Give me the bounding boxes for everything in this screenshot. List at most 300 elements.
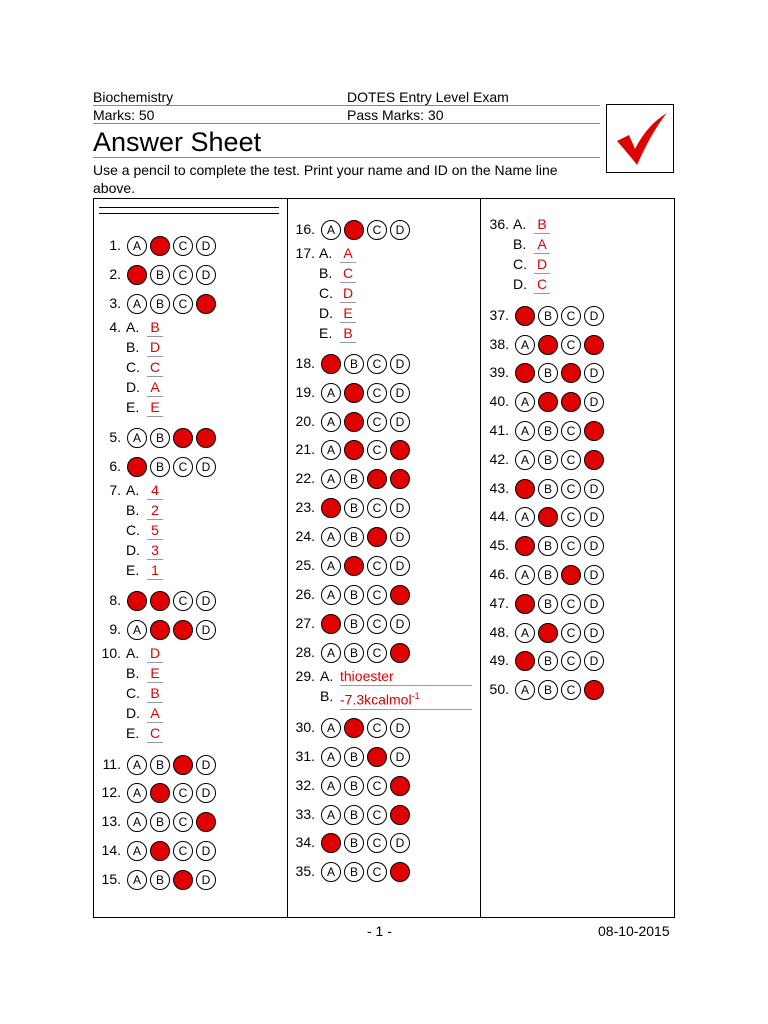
question-number (275, 243, 315, 263)
answer-bubble-a[interactable]: A (515, 335, 535, 355)
sub-item-answer[interactable]: C (147, 724, 163, 743)
question-number (275, 717, 315, 737)
answer-bubble-d[interactable]: D (390, 354, 410, 374)
answer-bubble-a[interactable]: A (515, 421, 535, 441)
answer-bubble-a[interactable]: A (515, 536, 535, 556)
question-number (81, 869, 121, 889)
answer-bubble-c[interactable]: C (367, 412, 387, 432)
sub-item-label: A. (320, 668, 334, 684)
question-number-label: 10. (101, 645, 121, 661)
answer-bubble-b[interactable]: B (344, 747, 364, 767)
answer-bubble-c[interactable]: C (561, 363, 581, 383)
answer-bubble-c[interactable]: C (367, 440, 387, 460)
question-number-label: 48. (489, 624, 509, 640)
answer-bubble-a[interactable]: A (515, 680, 535, 700)
sub-item-answer[interactable]: D (534, 255, 550, 274)
question-number (469, 650, 509, 670)
answer-bubble-d[interactable]: D (196, 755, 216, 775)
answer-bubble-b[interactable]: B (150, 870, 170, 890)
answer-bubble-a[interactable]: A (321, 747, 341, 767)
answer-bubble-a[interactable]: A (321, 556, 341, 576)
answer-bubble-b[interactable]: B (538, 450, 558, 470)
answer-bubble-b[interactable]: B (538, 421, 558, 441)
answer-bubble-a[interactable]: A (127, 755, 147, 775)
answer-bubble-c[interactable]: C (173, 265, 193, 285)
answer-bubble-d[interactable]: D (390, 412, 410, 432)
page-title: Answer Sheet (93, 127, 262, 157)
answer-bubble-c[interactable]: C (173, 457, 193, 477)
question-number-label: 28. (295, 644, 315, 660)
question-number (275, 555, 315, 575)
double-rule (99, 213, 279, 214)
sub-item-answer[interactable]: A (340, 244, 356, 263)
answer-bubble-d[interactable]: D (196, 620, 216, 640)
question-number-label: 45. (489, 537, 509, 553)
answer-bubble-d[interactable]: D (390, 643, 410, 663)
answer-bubble-a[interactable]: A (321, 354, 341, 374)
question-number-label: 6. (109, 458, 121, 474)
question-number-label: 20. (295, 413, 315, 429)
answer-bubble-a[interactable]: A (321, 643, 341, 663)
answer-bubble-b[interactable]: B (538, 306, 558, 326)
question-number (469, 535, 509, 555)
answer-bubble-b[interactable]: B (150, 428, 170, 448)
answer-bubble-b[interactable]: B (150, 265, 170, 285)
question-number (275, 861, 315, 881)
question-number (469, 391, 509, 411)
answer-bubble-d[interactable]: D (390, 556, 410, 576)
answer-bubble-d[interactable]: D (196, 428, 216, 448)
answer-bubble-c[interactable]: C (173, 428, 193, 448)
sub-item-label: E. (126, 725, 140, 741)
answer-bubble-b[interactable]: B (344, 412, 364, 432)
answer-bubble-a[interactable]: A (515, 392, 535, 412)
question-number (81, 480, 121, 500)
answer-bubble-d[interactable]: D (584, 363, 604, 383)
written-answer-text: -7.3kcalmol (340, 691, 412, 708)
question-number (275, 439, 315, 459)
question-number-label: 5. (109, 429, 121, 445)
question-number-label: 19. (295, 384, 315, 400)
question-number (275, 666, 315, 686)
answer-bubble-b[interactable]: B (150, 294, 170, 314)
answer-bubble-d[interactable]: D (390, 614, 410, 634)
sub-item-answer[interactable]: B (340, 324, 356, 343)
answer-bubble-a[interactable]: A (127, 428, 147, 448)
answer-bubble-d[interactable]: D (584, 680, 604, 700)
answer-bubble-c[interactable]: C (173, 812, 193, 832)
sub-item-answer[interactable]: D (147, 644, 163, 663)
answer-bubble-d[interactable]: D (390, 833, 410, 853)
answer-bubble-d[interactable]: D (584, 507, 604, 527)
answer-bubble-c[interactable]: C (367, 747, 387, 767)
answer-bubble-d[interactable]: D (390, 585, 410, 605)
answer-bubble-c[interactable]: C (561, 536, 581, 556)
sub-item-answer[interactable]: A (147, 704, 163, 723)
answer-bubble-b[interactable]: B (538, 651, 558, 671)
answer-bubble-c[interactable]: C (561, 306, 581, 326)
question-number (275, 832, 315, 852)
question-number (81, 782, 121, 802)
question-number-label: 44. (489, 508, 509, 524)
answer-bubble-d[interactable]: D (584, 651, 604, 671)
answer-bubble-c[interactable]: C (173, 620, 193, 640)
question-number-label: 31. (295, 748, 315, 764)
answer-bubble-d[interactable]: D (390, 498, 410, 518)
answer-bubble-d[interactable]: D (390, 805, 410, 825)
answer-bubble-a[interactable]: A (127, 457, 147, 477)
answer-bubble-a[interactable]: A (127, 236, 147, 256)
answer-bubble-a[interactable]: A (515, 507, 535, 527)
answer-bubble-d[interactable]: D (584, 392, 604, 412)
question-number (81, 811, 121, 831)
answer-bubble-b[interactable]: B (538, 623, 558, 643)
answer-bubble-a[interactable]: A (127, 841, 147, 861)
sub-item-answer[interactable]: 3 (147, 541, 163, 560)
answer-bubble-c[interactable]: C (173, 236, 193, 256)
question-number (81, 643, 121, 663)
answer-bubble-a[interactable]: A (515, 306, 535, 326)
sub-item-answer[interactable]: E (147, 664, 163, 683)
answer-bubble-c[interactable]: C (173, 755, 193, 775)
answer-bubble-a[interactable]: A (321, 440, 341, 460)
answer-bubble-c[interactable]: C (173, 841, 193, 861)
question-number-label: 47. (489, 595, 509, 611)
subject-label: Biochemistry (93, 89, 174, 105)
answer-bubble-b[interactable]: B (344, 585, 364, 605)
answer-bubble-a[interactable]: A (321, 498, 341, 518)
answer-bubble-b[interactable]: B (344, 556, 364, 576)
answer-bubble-a[interactable]: A (127, 812, 147, 832)
question-number-label: 18. (295, 355, 315, 371)
sub-item-answer[interactable]: A (534, 235, 550, 254)
answer-bubble-b[interactable]: B (538, 363, 558, 383)
answer-bubble-b[interactable]: B (150, 591, 170, 611)
answer-bubble-a[interactable]: A (515, 594, 535, 614)
answer-bubble-a[interactable]: A (515, 623, 535, 643)
answer-bubble-b[interactable]: B (538, 536, 558, 556)
answer-bubble-b[interactable]: B (150, 755, 170, 775)
answer-bubble-d[interactable]: D (390, 718, 410, 738)
answer-bubble-c[interactable]: C (173, 870, 193, 890)
answer-bubble-b[interactable]: B (538, 680, 558, 700)
answer-bubble-a[interactable]: A (515, 450, 535, 470)
answer-bubble-c[interactable]: C (367, 643, 387, 663)
sub-item-label: D. (319, 305, 333, 321)
question-number (275, 468, 315, 488)
question-number-label: 43. (489, 480, 509, 496)
answer-bubble-c[interactable]: C (561, 335, 581, 355)
answer-bubble-c[interactable]: C (367, 585, 387, 605)
answer-bubble-d[interactable]: D (196, 457, 216, 477)
answer-bubble-d[interactable]: D (196, 591, 216, 611)
marks-label: Marks: 50 (93, 107, 155, 123)
answer-bubble-a[interactable]: A (321, 220, 341, 240)
question-number (81, 840, 121, 860)
answer-bubble-c[interactable]: C (173, 591, 193, 611)
answer-bubble-c[interactable]: C (367, 469, 387, 489)
question-number (469, 478, 509, 498)
answer-bubble-d[interactable]: D (390, 440, 410, 460)
question-number-label: 23. (295, 499, 315, 515)
answer-bubble-a[interactable]: A (321, 833, 341, 853)
sub-item-label: A. (126, 645, 140, 661)
answer-bubble-b[interactable]: B (344, 354, 364, 374)
question-number (469, 305, 509, 325)
answer-bubble-d[interactable]: D (584, 450, 604, 470)
answer-bubble-a[interactable]: A (515, 479, 535, 499)
sub-item-label: B. (126, 339, 140, 355)
page-number: - 1 - (367, 923, 392, 939)
answer-bubble-b[interactable]: B (150, 841, 170, 861)
question-number (81, 264, 121, 284)
question-number-label: 15. (101, 871, 121, 887)
question-number-label: 14. (101, 842, 121, 858)
sub-item-answer[interactable]: D (340, 284, 356, 303)
answer-bubble-a[interactable]: A (321, 383, 341, 403)
question-number-label: 50. (489, 681, 509, 697)
answer-bubble-a[interactable]: A (321, 862, 341, 882)
answer-bubble-b[interactable]: B (344, 718, 364, 738)
answer-bubble-c[interactable]: C (367, 833, 387, 853)
answer-bubble-b[interactable]: B (344, 498, 364, 518)
header-rule (93, 123, 600, 124)
sub-item-answer[interactable]: 5 (147, 521, 163, 540)
sub-item-answer[interactable]: B (534, 215, 550, 234)
answer-bubble-c[interactable]: C (367, 498, 387, 518)
question-number-label: 22. (295, 470, 315, 486)
answer-bubble-b[interactable]: B (150, 457, 170, 477)
sub-item-answer[interactable]: 1 (147, 561, 163, 580)
answer-bubble-a[interactable]: A (321, 805, 341, 825)
question-number-label: 12. (101, 784, 121, 800)
answer-bubble-c[interactable]: C (367, 527, 387, 547)
answer-bubble-c[interactable]: C (561, 623, 581, 643)
answer-bubble-b[interactable]: B (344, 527, 364, 547)
answer-bubble-b[interactable]: B (538, 479, 558, 499)
answer-bubble-c[interactable]: C (561, 450, 581, 470)
sub-item-label: D. (126, 379, 140, 395)
question-number-label: 21. (295, 441, 315, 457)
answer-bubble-d[interactable]: D (584, 565, 604, 585)
answer-bubble-b[interactable]: B (344, 220, 364, 240)
answer-bubble-c[interactable]: C (367, 220, 387, 240)
question-number-label: 29. (295, 668, 315, 684)
answer-bubble-c[interactable]: C (561, 507, 581, 527)
answer-bubble-b[interactable]: B (150, 236, 170, 256)
answer-bubble-b[interactable]: B (344, 833, 364, 853)
sub-item-answer[interactable]: D (147, 338, 163, 357)
answer-bubble-c[interactable]: C (561, 392, 581, 412)
answer-bubble-b[interactable]: B (344, 643, 364, 663)
answer-bubble-b[interactable]: B (150, 620, 170, 640)
answer-bubble-c[interactable]: C (367, 614, 387, 634)
answer-bubble-a[interactable]: A (321, 412, 341, 432)
answer-bubble-c[interactable]: C (173, 783, 193, 803)
answer-bubble-b[interactable]: B (538, 594, 558, 614)
answer-bubble-c[interactable]: C (367, 556, 387, 576)
answer-bubble-d[interactable]: D (390, 862, 410, 882)
answer-bubble-d[interactable]: D (390, 469, 410, 489)
answer-bubble-d[interactable]: D (584, 306, 604, 326)
answer-bubble-c[interactable]: C (561, 594, 581, 614)
question-number (81, 590, 121, 610)
answer-bubble-c[interactable]: C (367, 354, 387, 374)
answer-bubble-b[interactable]: B (150, 812, 170, 832)
sub-item-answer[interactable]: E (340, 304, 356, 323)
answer-bubble-a[interactable]: A (321, 718, 341, 738)
answer-bubble-a[interactable]: A (127, 294, 147, 314)
question-number (275, 613, 315, 633)
answer-bubble-d[interactable]: D (584, 536, 604, 556)
answer-bubble-a[interactable]: A (321, 527, 341, 547)
sub-item-answer[interactable]: B (147, 318, 163, 337)
question-number (469, 506, 509, 526)
answer-bubble-d[interactable]: D (390, 220, 410, 240)
sub-item-answer[interactable]: 2 (147, 501, 163, 520)
answer-bubble-a[interactable]: A (321, 614, 341, 634)
question-number-label: 35. (295, 863, 315, 879)
answer-bubble-b[interactable]: B (538, 335, 558, 355)
answer-bubble-a[interactable]: A (127, 591, 147, 611)
exam-label: DOTES Entry Level Exam (347, 89, 509, 105)
answer-bubble-c[interactable]: C (561, 565, 581, 585)
answer-bubble-c[interactable]: C (561, 421, 581, 441)
answer-bubble-a[interactable]: A (321, 469, 341, 489)
footer-date: 08-10-2015 (598, 923, 670, 939)
answer-bubble-b[interactable]: B (150, 783, 170, 803)
sub-item-label: D. (126, 705, 140, 721)
answer-bubble-d[interactable]: D (196, 812, 216, 832)
question-number-label: 11. (102, 756, 121, 772)
answer-bubble-b[interactable]: B (538, 507, 558, 527)
answer-bubble-c[interactable]: C (561, 680, 581, 700)
answer-bubble-a[interactable]: A (127, 620, 147, 640)
written-answer[interactable] (340, 667, 472, 686)
answer-bubble-d[interactable]: D (390, 776, 410, 796)
sub-item-answer[interactable]: E (147, 398, 163, 417)
answer-bubble-b[interactable]: B (538, 565, 558, 585)
answer-bubble-a[interactable]: A (127, 783, 147, 803)
written-answer[interactable] (340, 687, 472, 710)
double-rule (99, 207, 279, 208)
sub-item-label: C. (126, 522, 140, 538)
question-number (81, 293, 121, 313)
answer-bubble-d[interactable]: D (584, 623, 604, 643)
question-number-label: 16. (295, 221, 315, 237)
sub-item-label: E. (319, 325, 333, 341)
question-number-label: 41. (489, 422, 509, 438)
answer-bubble-c[interactable]: C (367, 383, 387, 403)
answer-bubble-c[interactable]: C (561, 479, 581, 499)
answer-bubble-b[interactable]: B (344, 469, 364, 489)
question-number-label: 30. (295, 719, 315, 735)
sub-item-answer[interactable]: C (147, 358, 163, 377)
answer-bubble-a[interactable]: A (515, 651, 535, 671)
answer-bubble-c[interactable]: C (367, 718, 387, 738)
question-number-label: 9. (109, 621, 121, 637)
answer-bubble-c[interactable]: C (173, 294, 193, 314)
question-number-label: 34. (295, 834, 315, 850)
answer-bubble-d[interactable]: D (584, 479, 604, 499)
answer-bubble-a[interactable]: A (515, 363, 535, 383)
sub-item-answer[interactable]: A (147, 378, 163, 397)
answer-bubble-d[interactable]: D (196, 841, 216, 861)
question-number (81, 456, 121, 476)
question-number-label: 25. (295, 557, 315, 573)
sub-item-label: B. (513, 236, 527, 252)
answer-bubble-b[interactable]: B (344, 383, 364, 403)
answer-bubble-b[interactable]: B (344, 862, 364, 882)
answer-bubble-d[interactable]: D (584, 335, 604, 355)
answer-bubble-d[interactable]: D (196, 236, 216, 256)
answer-bubble-b[interactable]: B (344, 440, 364, 460)
answer-bubble-b[interactable]: B (344, 614, 364, 634)
answer-bubble-d[interactable]: D (196, 265, 216, 285)
sub-item-answer[interactable]: C (534, 275, 550, 294)
question-number-label: 39. (489, 364, 509, 380)
answer-bubble-d[interactable]: D (584, 421, 604, 441)
answer-bubble-b[interactable]: B (538, 392, 558, 412)
question-number (469, 334, 509, 354)
sub-item-label: A. (513, 216, 527, 232)
answer-bubble-a[interactable]: A (127, 265, 147, 285)
sub-item-label: C. (126, 685, 140, 701)
question-number (275, 353, 315, 373)
instructions: Use a pencil to complete the test. Print your name and ID on the Name line above. (93, 162, 558, 196)
question-number (275, 497, 315, 517)
question-number-label: 49. (489, 652, 509, 668)
answer-bubble-b[interactable]: B (344, 776, 364, 796)
question-number-label: 46. (489, 566, 509, 582)
sub-item-label: D. (513, 276, 527, 292)
answer-bubble-a[interactable]: A (321, 776, 341, 796)
sub-item-answer[interactable]: C (340, 264, 356, 283)
sub-item-answer[interactable]: 4 (147, 481, 163, 500)
answer-bubble-c[interactable]: C (561, 651, 581, 671)
question-number-label: 37. (489, 307, 509, 323)
answer-bubble-c[interactable]: C (367, 862, 387, 882)
answer-bubble-a[interactable]: A (321, 585, 341, 605)
answer-bubble-c[interactable]: C (367, 805, 387, 825)
sub-item-answer[interactable]: B (147, 684, 163, 703)
answer-bubble-a[interactable]: A (127, 870, 147, 890)
answer-bubble-d[interactable]: D (196, 783, 216, 803)
answer-bubble-a[interactable]: A (515, 565, 535, 585)
sub-item-label: B. (126, 665, 140, 681)
checkmark-box (606, 104, 674, 173)
header-rule (93, 105, 600, 106)
question-number (275, 584, 315, 604)
answer-bubble-c[interactable]: C (367, 776, 387, 796)
answer-bubble-d[interactable]: D (390, 747, 410, 767)
answer-bubble-d[interactable]: D (390, 527, 410, 547)
answer-bubble-d[interactable]: D (196, 870, 216, 890)
question-number (469, 679, 509, 699)
question-number-label: 13. (101, 813, 121, 829)
answer-bubble-d[interactable]: D (584, 594, 604, 614)
question-number-label: 36. (489, 216, 509, 232)
question-number-label: 26. (295, 586, 315, 602)
answer-bubble-b[interactable]: B (344, 805, 364, 825)
sub-item-label: A. (319, 245, 333, 261)
question-number (275, 382, 315, 402)
answer-bubble-d[interactable]: D (196, 294, 216, 314)
question-number (469, 420, 509, 440)
answer-bubble-d[interactable]: D (390, 383, 410, 403)
question-number (81, 619, 121, 639)
sub-item-label: E. (126, 562, 140, 578)
